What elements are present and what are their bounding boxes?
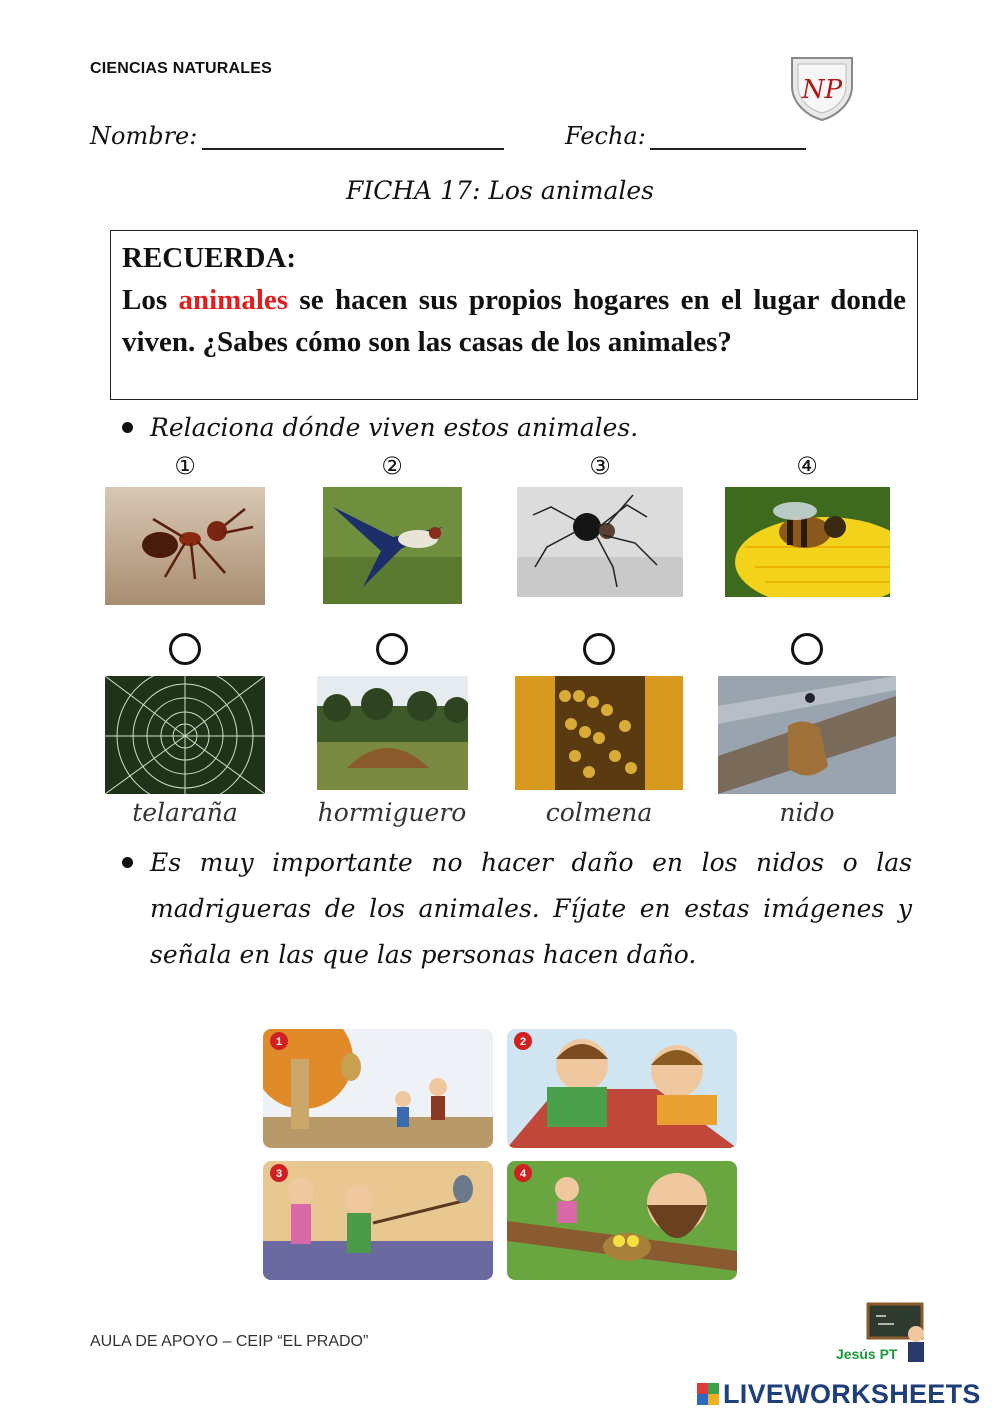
scene-2-image[interactable]: [507, 1029, 737, 1148]
habitat-label-3: colmena: [545, 798, 653, 827]
scene-4-image[interactable]: [507, 1161, 737, 1280]
ant-photo: [105, 487, 265, 605]
reminder-text-end: se hacen sus propios hogares en el lugar donde viven. ¿Sabes cómo son las casas de los animales?: [122, 284, 906, 358]
reminder-heading: RECUERDA:: [122, 242, 296, 274]
footer-school: AULA DE APOYO – CEIP “EL PRADO”: [90, 1333, 369, 1350]
answer-circle-3[interactable]: [583, 633, 615, 665]
animal-number-4: ④: [796, 452, 818, 480]
habitat-label-4: nido: [779, 798, 835, 827]
exercise2-instruction: [122, 840, 912, 978]
spider-photo: [517, 487, 683, 597]
scene-1-image[interactable]: [263, 1029, 493, 1148]
page-title: FICHA 17: Los animales: [346, 176, 654, 205]
reminder-highlight: animales: [178, 284, 289, 316]
scene-3-image[interactable]: [263, 1161, 493, 1280]
mud-nest-photo: [718, 676, 896, 794]
answer-circle-1[interactable]: [169, 633, 201, 665]
habitat-label-2: hormiguero: [317, 798, 467, 827]
exercise2-text: Es muy importante no hacer daño en los nidos o las madrigueras de los animales. Fíjate en estas imágenes y señala en las que las personas hacen daño.: [150, 848, 912, 969]
author-credit: Jesús PT: [836, 1346, 898, 1362]
name-field[interactable]: [202, 148, 504, 150]
liveworksheets-icon: [697, 1383, 719, 1405]
liveworksheets-brand: LIVEWORKSHEETS: [723, 1378, 981, 1409]
exercise1-text: Relaciona dónde viven estos animales.: [150, 413, 639, 442]
subject-label: CIENCIAS NATURALES: [90, 60, 272, 77]
bee-photo: [725, 487, 890, 597]
bullet-icon: [122, 422, 133, 433]
habitat-label-1: telaraña: [132, 798, 238, 827]
scene-4-number: 4: [519, 1168, 527, 1180]
animal-number-2: ②: [381, 452, 403, 480]
reminder-text: [122, 279, 906, 363]
scene-3-number: 3: [275, 1168, 283, 1180]
reminder-text-start: Los: [122, 284, 179, 316]
anthill-photo: [317, 676, 468, 790]
spiderweb-photo: [105, 676, 265, 794]
scene-2-number: 2: [519, 1036, 527, 1048]
answer-circle-2[interactable]: [376, 633, 408, 665]
animal-number-1: ①: [174, 452, 196, 480]
date-field[interactable]: [650, 148, 806, 150]
name-label: Nombre:: [90, 122, 198, 150]
answer-circle-4[interactable]: [791, 633, 823, 665]
bullet-icon: [122, 857, 133, 868]
date-label: Fecha:: [565, 122, 646, 150]
svg-text:NP: NP: [801, 75, 843, 105]
honeycomb-photo: [515, 676, 683, 790]
swallow-photo: [323, 487, 462, 604]
scene-1-number: 1: [275, 1036, 283, 1048]
liveworksheets-logo[interactable]: [697, 1378, 981, 1410]
school-crest-logo: [788, 52, 856, 122]
reminder-box: [110, 230, 918, 400]
animal-number-3: ③: [589, 452, 611, 480]
